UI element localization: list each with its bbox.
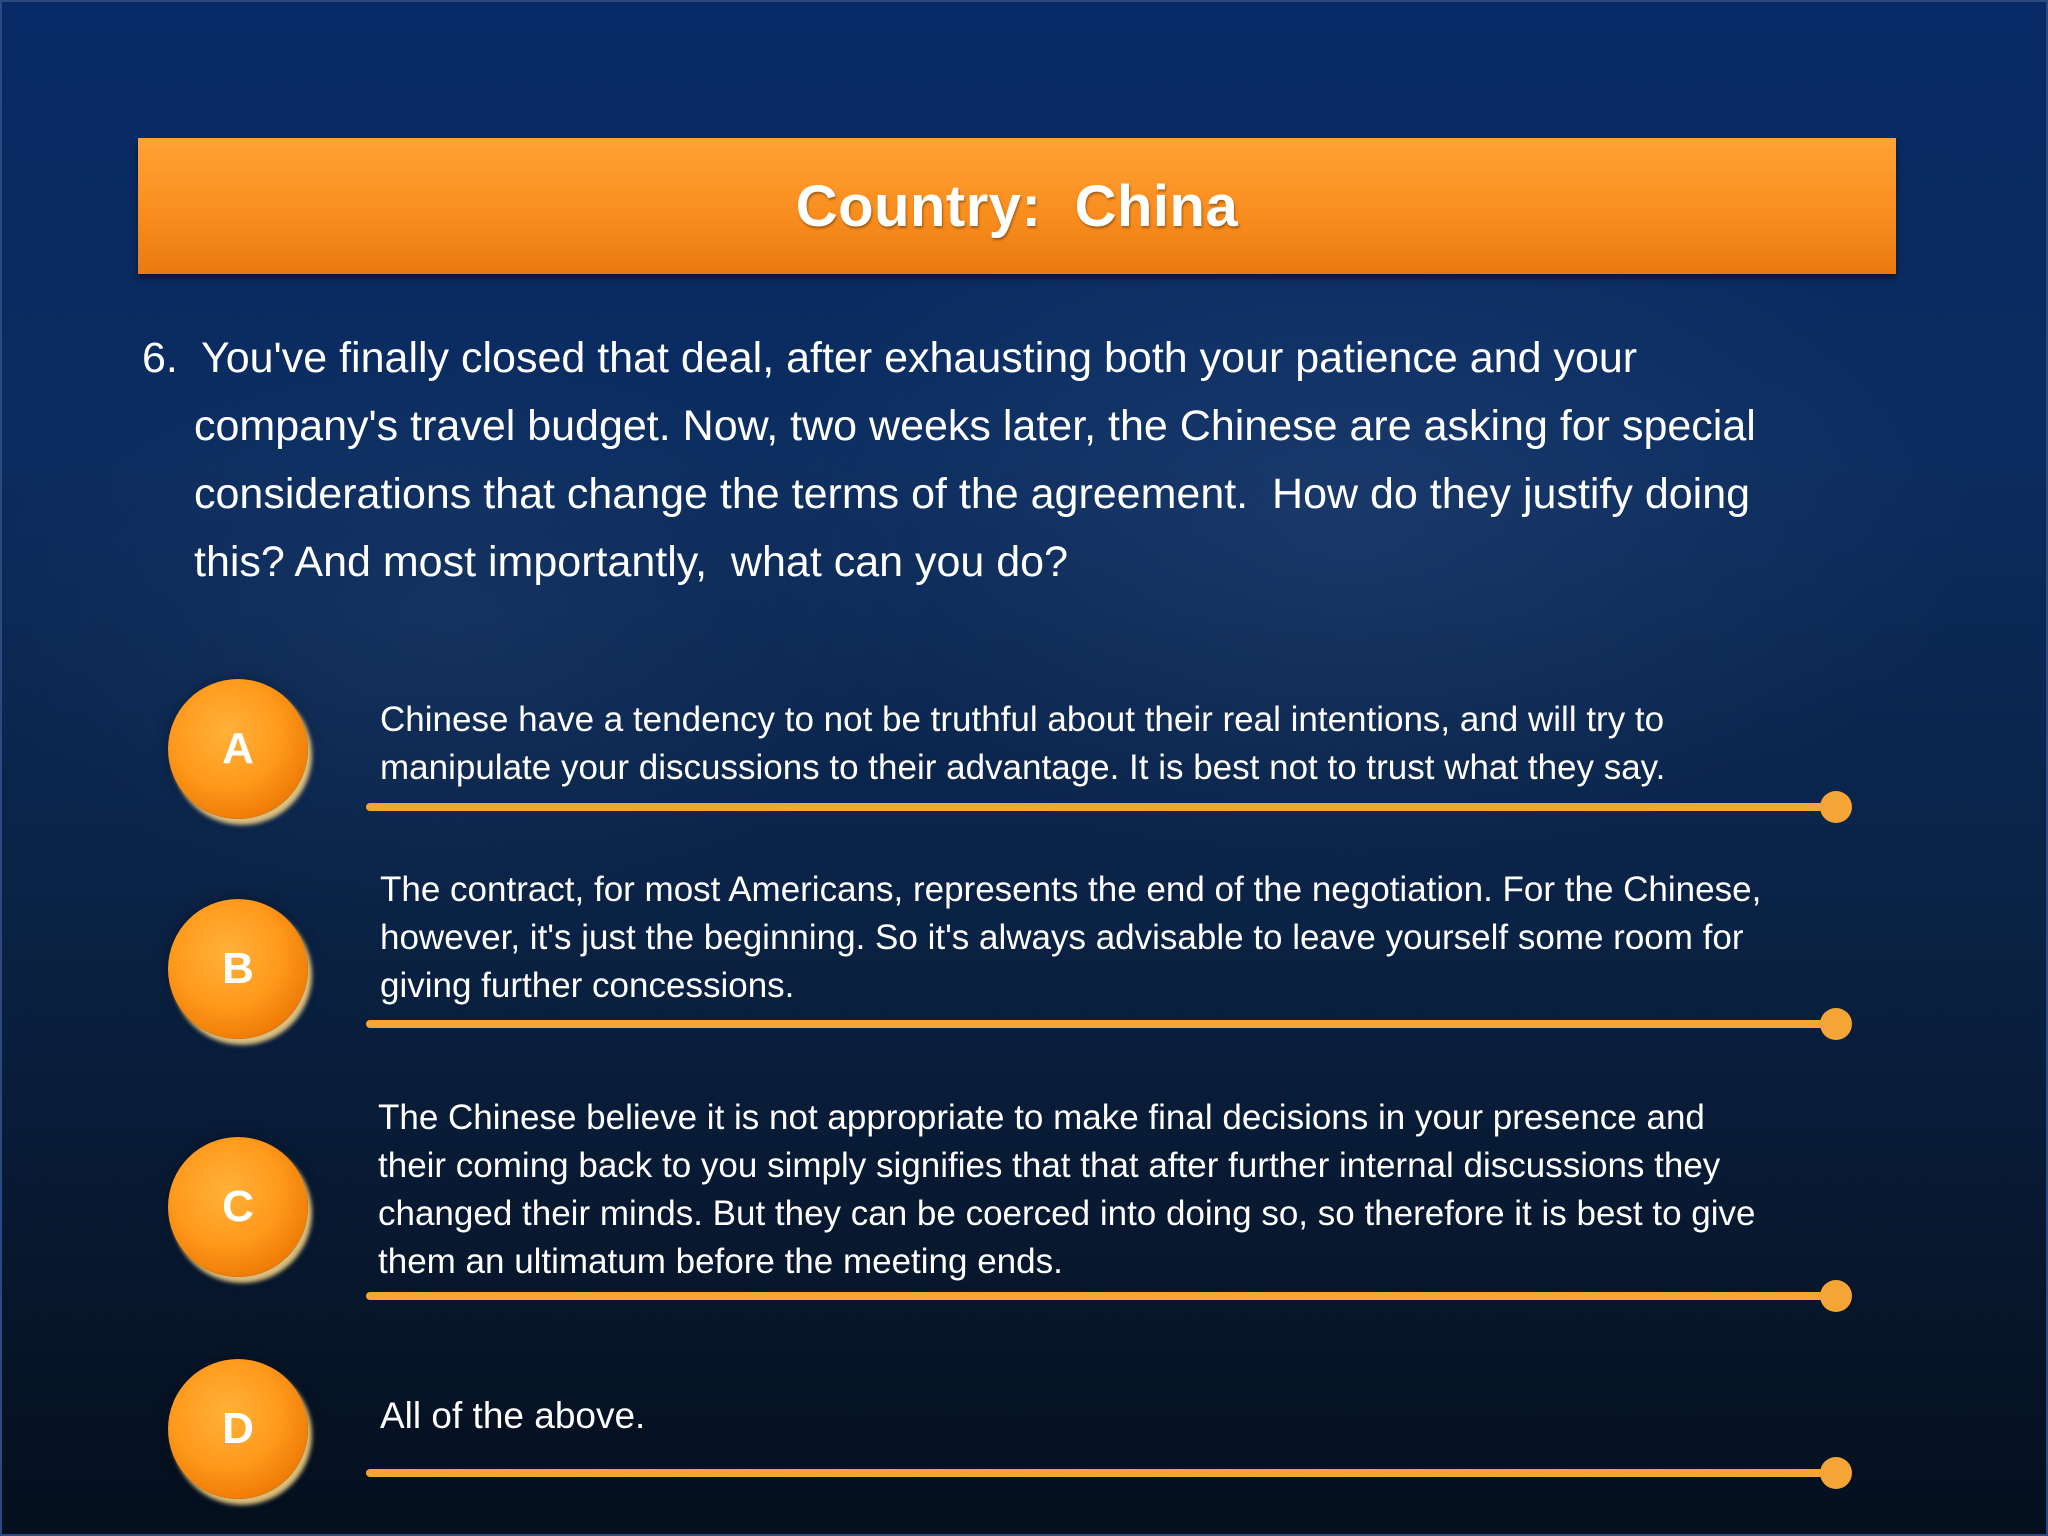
option-letter: A bbox=[222, 724, 254, 773]
option-letter: B bbox=[222, 944, 254, 993]
option-c-badge[interactable] bbox=[168, 1137, 308, 1277]
option-a-badge[interactable] bbox=[168, 679, 308, 819]
option-b-underline-dot bbox=[1820, 1008, 1852, 1040]
question-line: company's travel budget. Now, two weeks later, the Chinese are asking for special bbox=[194, 402, 1756, 450]
option-b-underline bbox=[366, 1020, 1836, 1028]
option-line: All of the above. bbox=[380, 1395, 646, 1436]
option-line: them an ultimatum before the meeting ends. bbox=[378, 1242, 1063, 1281]
option-letter: D bbox=[222, 1404, 254, 1453]
option-letter: C bbox=[222, 1182, 254, 1231]
page-title: Country: China bbox=[795, 173, 1239, 239]
option-d-badge[interactable] bbox=[168, 1359, 308, 1499]
option-c-text bbox=[378, 1094, 1858, 1286]
question-line: considerations that change the terms of the agreement. How do they justify doing bbox=[194, 470, 1751, 518]
title-banner bbox=[138, 138, 1896, 274]
option-a-text bbox=[380, 696, 1860, 792]
question-text bbox=[142, 324, 1942, 596]
option-line: however, it's just the beginning. So it's always advisable to leave yourself some room for bbox=[380, 918, 1744, 957]
question-line: this? And most importantly, what can you do? bbox=[194, 538, 1069, 586]
option-line: manipulate your discussions to their advantage. It is best not to trust what they say. bbox=[380, 748, 1666, 787]
option-line: The contract, for most Americans, represents the end of the negotiation. For the Chinese, bbox=[380, 870, 1762, 909]
question-line: 6. You've finally closed that deal, after exhausting both your patience and your bbox=[142, 334, 1638, 382]
option-a-underline bbox=[366, 803, 1836, 811]
option-c-underline-dot bbox=[1820, 1280, 1852, 1312]
option-d-text bbox=[380, 1392, 1860, 1440]
option-b-text bbox=[380, 866, 1860, 1010]
option-b-badge[interactable] bbox=[168, 899, 308, 1039]
option-d-underline bbox=[366, 1469, 1836, 1477]
option-c-underline bbox=[366, 1292, 1836, 1300]
option-line: The Chinese believe it is not appropriate to make final decisions in your presence and bbox=[378, 1098, 1705, 1137]
option-d-underline-dot bbox=[1820, 1457, 1852, 1489]
option-line: changed their minds. But they can be coerced into doing so, so therefore it is best to give bbox=[378, 1194, 1756, 1233]
option-line: giving further concessions. bbox=[380, 966, 795, 1005]
option-line: Chinese have a tendency to not be truthful about their real intentions, and will try to bbox=[380, 700, 1665, 739]
option-line: their coming back to you simply signifies that that after further internal discussions they bbox=[378, 1146, 1721, 1185]
option-a-underline-dot bbox=[1820, 791, 1852, 823]
